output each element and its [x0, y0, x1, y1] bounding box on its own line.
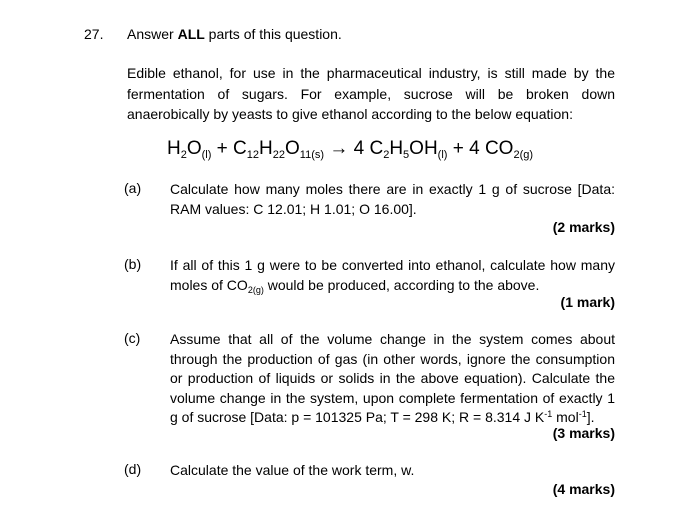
part-b-label: (b) — [124, 256, 142, 272]
part-c-label: (c) — [124, 330, 141, 346]
question-number: 27. — [84, 26, 104, 42]
ethanol: $C_2H_5OH_{(l)}$ — [369, 138, 448, 161]
instruction-pre: Answer — [127, 26, 178, 42]
part-b-text: If all of this 1 g were to be converted into ethanol, calculate how many moles of $CO_{2(g)}$ would be produced, according to the above. — [170, 257, 615, 295]
instruction-bold: ALL — [177, 26, 205, 42]
part-a-label: (a) — [124, 180, 142, 196]
intro-paragraph: Edible ethanol, for use in the pharmaceutical industry, is still made by the fermentation of sugars. For example, sucrose will be broken down anaerobically by yeasts to give ethanol according to the below equation: — [127, 65, 615, 122]
reaction-arrow: → 4 — [324, 138, 370, 159]
part-d-label: (d) — [124, 461, 142, 477]
part-d-marks: (4 marks) — [552, 481, 615, 497]
part-c-marks: (3 marks) — [552, 425, 615, 441]
plus-sign: + — [211, 138, 234, 159]
part-c-text: Assume that all of the volume change in the system comes about through the production of gas (in other words, ignore the consumption or production of liquids or solids in the above equation). Calculate the volume change in the system, upon complete fermentation of exactly 1 g of sucrose [Data: p = 101325 Pa; T = 298 K; R = 8.314 J $K^{-1}$ mol$^{-1}$]. — [170, 331, 615, 425]
question-instruction — [127, 26, 342, 42]
plus-sign-2: + 4 — [447, 138, 485, 159]
carbon-dioxide: $CO_{2(g)}$ — [484, 138, 534, 161]
water: $H_2O_{(l)}$ — [166, 138, 212, 161]
chemical-equation — [0, 138, 700, 160]
instruction-post: parts of this question. — [204, 26, 342, 42]
part-a-text: Calculate how many moles there are in exactly 1 g of sucrose [Data: RAM values: C 12.01; H 1.01; O 16.00]. — [170, 181, 615, 217]
part-d-text: Calculate the value of the work term, w. — [170, 462, 415, 478]
part-a-marks: (2 marks) — [552, 219, 615, 235]
sucrose: $C_{12}H_{22}O_{11(s)}$ — [233, 138, 325, 161]
part-b-marks: (1 mark) — [560, 294, 615, 310]
